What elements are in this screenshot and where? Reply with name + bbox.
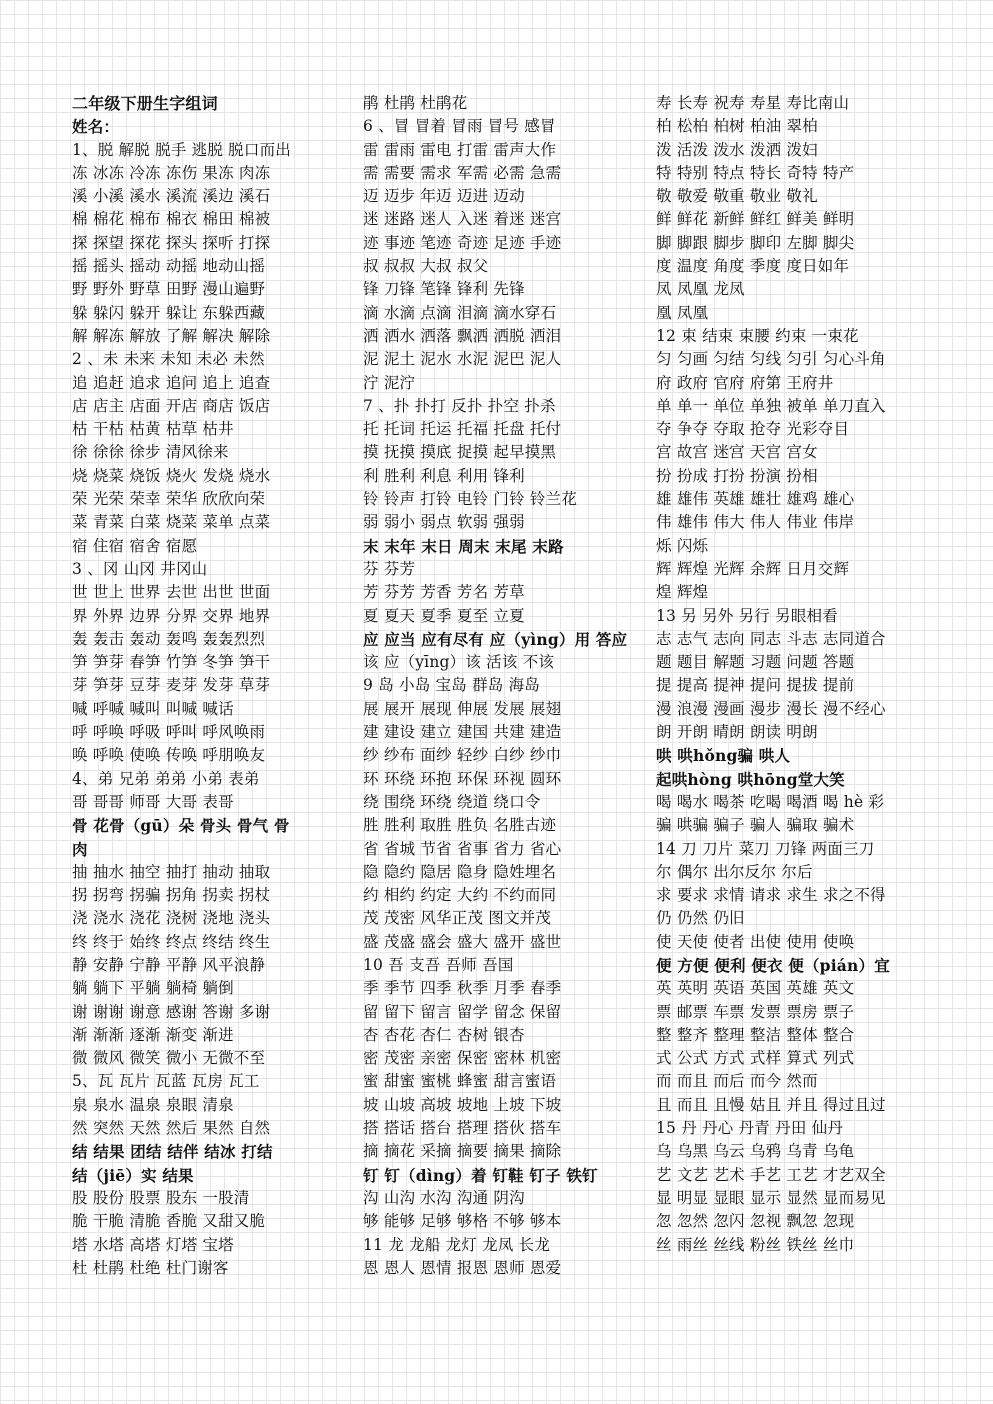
word-entry-line: 轰 轰击 轰动 轰鸣 轰轰烈烈 <box>72 629 266 648</box>
word-entry-line: 应 应当 应有尽有 应（yìng）用 答应 <box>363 629 628 649</box>
word-entry-line: 题 题目 解题 习题 问题 答题 <box>656 653 855 672</box>
word-entry-line: 沟 山沟 水沟 沟通 阴沟 <box>363 1188 525 1207</box>
word-entry-line: 烁 闪烁 <box>656 536 709 555</box>
word-entry-line: 14 刀 刀片 菜刀 刀锋 两面三刀 <box>656 839 875 858</box>
word-entry-line: 夺 争夺 夺取 抢夺 光彩夺目 <box>656 420 850 439</box>
word-entry-line: 摸 抚摸 摸底 捉摸 起早摸黑 <box>363 443 557 462</box>
word-entry-line: 需 需要 需求 军需 必需 急需 <box>363 163 562 182</box>
word-entry-line: 4、弟 兄弟 弟弟 小弟 表弟 <box>72 769 260 788</box>
word-entry-line: 野 野外 野草 田野 漫山遍野 <box>72 280 266 299</box>
word-entry-line: 躲 躲闪 躲开 躲让 东躲西藏 <box>72 303 266 322</box>
word-entry-line: 徐 徐徐 徐步 清风徐来 <box>72 443 229 462</box>
word-entry-line: 脚 脚跟 脚步 脚印 左脚 脚尖 <box>656 233 855 252</box>
word-entry-line: 而 而且 而后 而今 然而 <box>656 1072 818 1091</box>
word-entry-line: 店 店主 店面 开店 商店 饭店 <box>72 396 271 415</box>
word-entry-line: 密 茂密 亲密 保密 密林 机密 <box>363 1049 562 1068</box>
word-entry-line: 柏 松柏 柏树 柏油 翠柏 <box>656 117 818 136</box>
word-entry-line: 建 建设 建立 建国 共建 建造 <box>363 723 562 742</box>
word-entry-line: 冻 冰冻 冷冻 冻伤 果冻 肉冻 <box>72 163 271 182</box>
word-entry-line: 滴 水滴 点滴 泪滴 滴水穿石 <box>363 303 557 322</box>
word-entry-line: 府 政府 官府 府第 王府井 <box>656 373 834 392</box>
column-2 <box>363 92 648 1280</box>
word-entry-line: 绕 围绕 环绕 绕道 绕口令 <box>363 792 541 811</box>
word-entry-line: 托 托词 托运 托福 托盘 托付 <box>363 420 562 439</box>
word-entry-line: 肉 <box>72 839 88 859</box>
word-entry-line: 尔 偶尔 出尔反尔 尔后 <box>656 862 813 881</box>
word-entry-line: 伟 雄伟 伟大 伟人 伟业 伟岸 <box>656 513 855 532</box>
word-entry-line: 盛 茂盛 盛会 盛大 盛开 盛世 <box>363 932 562 951</box>
word-entry-line: 艺 文艺 艺术 手艺 工艺 才艺双全 <box>656 1165 886 1184</box>
word-entry-line: 单 单一 单位 单独 被单 单刀直入 <box>656 396 886 415</box>
word-entry-line: 省 省城 节省 省事 省力 省心 <box>363 839 562 858</box>
column-3 <box>656 92 952 1257</box>
word-entry-line: 芽 笋芽 豆芽 麦芽 发芽 草芽 <box>72 676 271 695</box>
word-entry-line: 5、瓦 瓦片 瓦蓝 瓦房 瓦工 <box>72 1072 260 1091</box>
word-entry-line: 10 吾 支吾 吾师 吾国 <box>363 955 514 974</box>
word-entry-line: 摘 摘花 采摘 摘要 摘果 摘除 <box>363 1142 562 1161</box>
word-entry-line: 拐 拐弯 拐骗 拐角 拐卖 拐杖 <box>72 886 271 905</box>
word-entry-line: 辉 辉煌 光辉 余辉 日月交辉 <box>656 559 850 578</box>
word-entry-line: 便 方便 便利 便衣 便（pián）宜 <box>656 955 890 975</box>
word-entry-line: 2 、未 未来 未知 未必 未然 <box>72 350 265 369</box>
word-entry-line: 泥 泥土 泥水 水泥 泥巴 泥人 <box>363 350 562 369</box>
word-entry-line: 追 追赶 追求 追问 追上 追查 <box>72 373 271 392</box>
word-entry-line: 界 外界 边界 分界 交界 地界 <box>72 606 271 625</box>
word-entry-line: 宫 故宫 迷宫 天宫 宫女 <box>656 443 818 462</box>
word-entry-line: 约 相约 约定 大约 不约而同 <box>363 886 557 905</box>
word-entry-line: 芳 芬芳 芳香 芳名 芳草 <box>363 583 525 602</box>
word-entry-line: 烧 烧菜 烧饭 烧火 发烧 烧水 <box>72 466 271 485</box>
word-entry-line: 环 环绕 环抱 环保 环视 圆环 <box>363 769 562 788</box>
word-entry-line: 朗 开朗 晴朗 朗读 明朗 <box>656 723 818 742</box>
word-entry-line: 7 、扑 扑打 反扑 扑空 扑杀 <box>363 396 556 415</box>
word-entry-line: 煌 辉煌 <box>656 583 709 602</box>
word-entry-line: 恩 恩人 恩情 报恩 恩师 恩爱 <box>363 1258 562 1277</box>
word-entry-line: 丝 雨丝 丝线 粉丝 铁丝 丝巾 <box>656 1235 855 1254</box>
word-entry-line: 骨 花骨（gū）朵 骨头 骨气 骨 <box>72 816 290 836</box>
word-entry-line: 留 留下 留言 留学 留念 保留 <box>363 1002 562 1021</box>
word-entry-line: 15 丹 丹心 丹青 丹田 仙丹 <box>656 1119 844 1138</box>
word-entry-line: 鲜 鲜花 新鲜 鲜红 鲜美 鲜明 <box>656 210 855 229</box>
word-entry-line: 浇 浇水 浇花 浇树 浇地 浇头 <box>72 909 271 928</box>
word-entry-line: 泞 泥泞 <box>363 373 416 392</box>
word-entry-line: 整 整齐 整理 整洁 整体 整合 <box>656 1025 855 1044</box>
word-entry-line: 搭 搭话 搭台 搭理 搭伙 搭车 <box>363 1119 562 1138</box>
word-entry-line: 使 天使 使者 出使 使用 使唤 <box>656 932 855 951</box>
word-entry-line: 溪 小溪 溪水 溪流 溪边 溪石 <box>72 187 271 206</box>
word-entry-line: 乌 乌黑 乌云 乌鸦 乌青 乌龟 <box>656 1142 855 1161</box>
word-entry-line: 敬 敬爱 敬重 敬业 敬礼 <box>656 187 818 206</box>
word-entry-line: 哄 哄hǒng骗 哄人 <box>656 746 791 766</box>
word-entry-line: 杜 杜鹃 杜绝 杜门谢客 <box>72 1258 229 1277</box>
word-entry-line: 躺 躺下 平躺 躺椅 躺倒 <box>72 979 234 998</box>
word-entry-line: 世 世上 世界 去世 出世 世面 <box>72 583 271 602</box>
word-entry-line: 6 、冒 冒着 冒雨 冒号 感冒 <box>363 117 556 136</box>
word-entry-line: 纱 纱布 面纱 轻纱 白纱 纱巾 <box>363 746 562 765</box>
word-entry-line: 结 结果 团结 结伴 结冰 打结 <box>72 1142 273 1162</box>
word-entry-line: 志 志气 志向 同志 斗志 志同道合 <box>656 629 886 648</box>
word-entry-line: 静 安静 宁静 平静 风平浪静 <box>72 955 266 974</box>
word-entry-line: 微 微风 微笑 微小 无微不至 <box>72 1049 266 1068</box>
word-entry-line: 谢 谢谢 谢意 感谢 答谢 多谢 <box>72 1002 271 1021</box>
word-entry-line: 9 岛 小岛 宝岛 群岛 海岛 <box>363 676 540 695</box>
word-entry-line: 骗 哄骗 骗子 骗人 骗取 骗术 <box>656 816 855 835</box>
word-entry-line: 匀 匀画 匀结 匀线 匀引 匀心斗角 <box>656 350 886 369</box>
word-entry-line: 12 束 结束 束腰 约束 一束花 <box>656 326 859 345</box>
word-entry-line: 锋 刀锋 笔锋 锋利 先锋 <box>363 280 525 299</box>
word-entry-line: 喊 呼喊 喊叫 叫喊 喊话 <box>72 699 234 718</box>
word-entry-line: 枯 干枯 枯黄 枯草 枯井 <box>72 420 234 439</box>
word-entry-line: 起哄hòng 哄hōng堂大笑 <box>656 769 845 789</box>
word-entry-line: 抽 抽水 抽空 抽打 抽动 抽取 <box>72 862 271 881</box>
word-entry-line: 洒 洒水 洒落 飘洒 洒脱 洒泪 <box>363 326 562 345</box>
word-entry-line: 宿 住宿 宿舍 宿愿 <box>72 536 198 555</box>
word-entry-line: 结（jiē）实 结果 <box>72 1165 194 1185</box>
word-entry-line: 凰 凤凰 <box>656 303 709 322</box>
word-entry-line: 提 提高 提神 提问 提拔 提前 <box>656 676 855 695</box>
word-entry-line: 1、脱 解脱 脱手 逃脱 脱口而出 <box>72 140 291 159</box>
word-entry-line: 姓名： <box>72 117 120 137</box>
word-entry-line: 度 温度 角度 季度 度日如年 <box>656 257 850 276</box>
word-entry-line: 茂 茂密 风华正茂 图文并茂 <box>363 909 552 928</box>
word-entry-line: 棉 棉花 棉布 棉衣 棉田 棉被 <box>72 210 271 229</box>
word-entry-line: 漫 浪漫 漫画 漫步 漫长 漫不经心 <box>656 699 886 718</box>
word-entry-line: 隐 隐约 隐居 隐身 隐姓埋名 <box>363 862 557 881</box>
word-entry-line: 喝 喝水 喝茶 吃喝 喝酒 喝 hè 彩 <box>656 792 885 811</box>
word-entry-line: 坡 山坡 高坡 坡地 上坡 下坡 <box>363 1095 562 1114</box>
word-entry-line: 胜 胜利 取胜 胜负 名胜古迹 <box>363 816 557 835</box>
word-entry-line: 鹃 杜鹃 杜鹃花 <box>363 94 468 112</box>
word-entry-line: 探 探望 探花 探头 探听 打探 <box>72 233 271 252</box>
word-entry-line: 笋 笋芽 春笋 竹笋 冬笋 笋干 <box>72 653 271 672</box>
word-entry-line: 终 终于 始终 终点 终结 终生 <box>72 932 271 951</box>
word-entry-line: 扮 扮成 打扮 扮演 扮相 <box>656 466 818 485</box>
word-entry-line: 芬 芬芳 <box>363 559 416 578</box>
word-entry-line: 脆 干脆 清脆 香脆 又甜又脆 <box>72 1212 266 1231</box>
word-entry-line: 英 英明 英语 英国 英雄 英文 <box>656 979 855 998</box>
word-entry-line: 迷 迷路 迷人 入迷 着迷 迷宫 <box>363 210 562 229</box>
word-entry-line: 铃 铃声 打铃 电铃 门铃 铃兰花 <box>363 490 578 509</box>
word-entry-line: 季 季节 四季 秋季 月季 春季 <box>363 979 562 998</box>
word-entry-line: 塔 水塔 高塔 灯塔 宝塔 <box>72 1235 234 1254</box>
word-entry-line: 然 突然 天然 然后 果然 自然 <box>72 1119 271 1138</box>
word-entry-line: 式 公式 方式 式样 算式 列式 <box>656 1049 855 1068</box>
word-entry-line: 杏 杏花 杏仁 杏树 银杏 <box>363 1025 525 1044</box>
word-entry-line: 叔 叔叔 大叔 叔父 <box>363 257 489 276</box>
word-entry-line: 股 股份 股票 股东 一股清 <box>72 1188 250 1207</box>
word-entry-line: 摇 摇头 摇动 动摇 地动山摇 <box>72 257 266 276</box>
word-entry-line: 寿 长寿 祝寿 寿星 寿比南山 <box>656 94 850 112</box>
word-entry-line: 仍 仍然 仍旧 <box>656 909 745 928</box>
word-entry-line: 求 要求 求情 请求 求生 求之不得 <box>656 886 886 905</box>
word-entry-line: 哥 哥哥 师哥 大哥 表哥 <box>72 792 234 811</box>
word-entry-line: 迈 迈步 年迈 迈进 迈动 <box>363 187 525 206</box>
word-entry-line: 且 而且 且慢 姑且 并且 得过且过 <box>656 1095 886 1114</box>
word-entry-line: 唤 呼唤 使唤 传唤 呼朋唤友 <box>72 746 266 765</box>
word-entry-line: 夏 夏天 夏季 夏至 立夏 <box>363 606 525 625</box>
word-entry-line: 蜜 甜蜜 蜜桃 蜂蜜 甜言蜜语 <box>363 1072 557 1091</box>
word-entry-line: 利 胜利 利息 利用 锋利 <box>363 466 525 485</box>
word-entry-line: 呼 呼唤 呼吸 呼叫 呼风唤雨 <box>72 723 266 742</box>
column-1 <box>72 92 344 1280</box>
word-entry-line: 忽 忽然 忽闪 忽视 飘忽 忽现 <box>656 1212 855 1231</box>
word-entry-line: 泼 活泼 泼水 泼洒 泼妇 <box>656 140 818 159</box>
word-entry-line: 雄 雄伟 英雄 雄壮 雄鸡 雄心 <box>656 490 855 509</box>
word-entry-line: 特 特别 特点 特长 奇特 特产 <box>656 163 855 182</box>
word-entry-line: 该 应（yīng）该 活该 不该 <box>363 653 555 672</box>
word-entry-line: 钉 钉（dìng）着 钉鞋 钉子 铁钉 <box>363 1165 598 1185</box>
word-entry-line: 渐 渐渐 逐渐 渐变 渐进 <box>72 1025 234 1044</box>
page-title: 二年级下册生字组词 <box>72 94 218 113</box>
word-entry-line: 末 末年 末日 周末 末尾 末路 <box>363 536 564 556</box>
word-entry-line: 展 展开 展现 伸展 发展 展翅 <box>363 699 562 718</box>
word-entry-line: 3 、冈 山冈 井冈山 <box>72 559 208 578</box>
word-entry-line: 票 邮票 车票 发票 票房 票子 <box>656 1002 855 1021</box>
word-entry-line: 荣 光荣 荣幸 荣华 欣欣向荣 <box>72 490 266 509</box>
word-entry-line: 雷 雷雨 雷电 打雷 雷声大作 <box>363 140 557 159</box>
word-entry-line: 显 明显 显眼 显示 显然 显而易见 <box>656 1188 886 1207</box>
word-entry-line: 11 龙 龙船 龙灯 龙凤 长龙 <box>363 1235 551 1254</box>
word-entry-line: 菜 青菜 白菜 烧菜 菜单 点菜 <box>72 513 271 532</box>
word-entry-line: 迹 事迹 笔迹 奇迹 足迹 手迹 <box>363 233 562 252</box>
word-entry-line: 够 能够 足够 够格 不够 够本 <box>363 1212 562 1231</box>
word-entry-line: 13 另 另外 另行 另眼相看 <box>656 606 838 625</box>
word-entry-line: 解 解冻 解放 了解 解决 解除 <box>72 326 271 345</box>
word-entry-line: 弱 弱小 弱点 软弱 强弱 <box>363 513 525 532</box>
word-entry-line: 凤 凤凰 龙凤 <box>656 280 745 299</box>
word-entry-line: 泉 泉水 温泉 泉眼 清泉 <box>72 1095 234 1114</box>
